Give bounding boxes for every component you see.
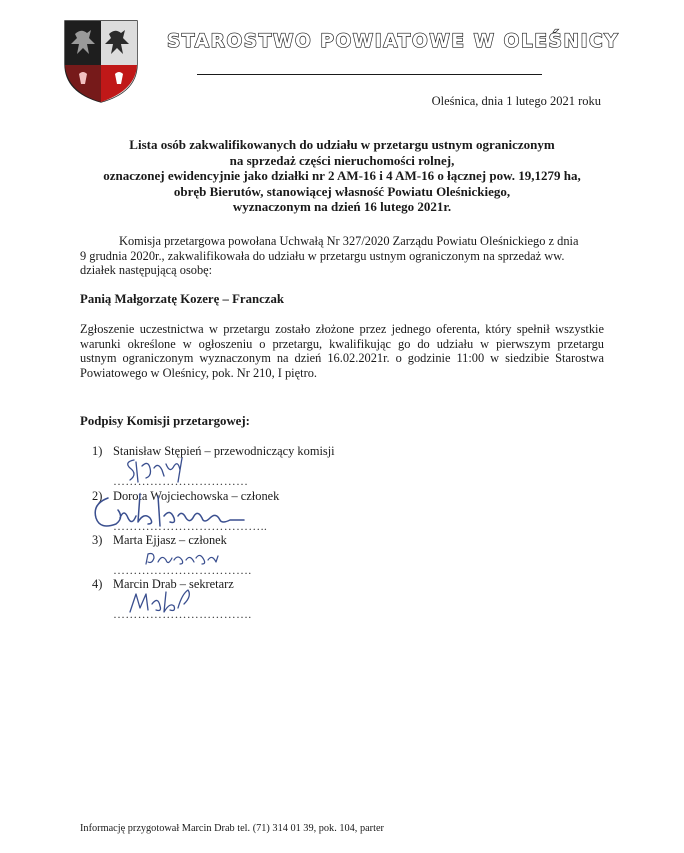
member-name: Dorota Wojciechowska – członek — [113, 489, 280, 503]
committee-member-3 — [92, 533, 227, 548]
organization-name: STAROSTWO POWIATOWE W OLEŚNICY — [167, 31, 620, 52]
member-number: 3) — [92, 533, 103, 547]
coat-of-arms-logo — [61, 18, 141, 104]
intro-paragraph — [80, 234, 604, 278]
member-name: Marta Ejjasz – członek — [113, 533, 227, 547]
signature-line-2: ……………………………….. — [113, 519, 268, 533]
member-name: Stanisław Stępień – przewodniczący komisji — [113, 444, 335, 458]
notice-line: warunki określone w ogłoszeniu o przetargu, kwalifikując go do udziału w pierwszym przetargu — [80, 336, 604, 351]
intro-line: działek następującą osobę: — [80, 263, 213, 278]
member-number: 4) — [92, 577, 103, 591]
document-date: Oleśnica, dnia 1 lutego 2021 roku — [431, 94, 601, 108]
notice-line: Powiatowego w Oleśnicy, pok. Nr 210, I piętro. — [80, 365, 317, 380]
title-line: na sprzedaż części nieruchomości rolnej, — [229, 152, 455, 168]
signatures-heading: Podpisy Komisji przetargowej: — [80, 414, 250, 428]
header-divider — [197, 74, 542, 75]
title-line: oznaczonej ewidencyjnie jako działki nr 2 AM-16 i 4 AM-16 o łącznej pow. 19,1279 ha, — [103, 168, 581, 183]
intro-line: 9 grudnia 2020r., zakwalifikowała do udziału w przetargu ustnym ograniczonym na sprzedaż ww. — [80, 248, 565, 263]
member-number: 2) — [92, 489, 103, 503]
notice-line: ustnym ograniczonym wyznaczonym na dzień 16.02.2021r. o godzinie 11:00 w siedzibie Starostwa — [80, 351, 604, 366]
member-number: 1) — [92, 444, 103, 458]
notice-paragraph — [80, 322, 604, 380]
signature-line-4: ……………………………. — [113, 607, 252, 621]
title-line: obręb Bierutów, stanowiącej własność Powiatu Oleśnickiego, — [173, 183, 511, 199]
prepared-by-footer: Informację przygotował Marcin Drab tel. (71) 314 01 39, pok. 104, parter — [80, 823, 384, 834]
signature-line-3: ……………………………. — [113, 563, 252, 577]
title-line: Lista osób zakwalifikowanych do udziału w przetargu ustnym ograniczonym — [129, 137, 555, 152]
signature-line-1: …………………………… — [113, 474, 249, 488]
qualified-person: Panią Małgorzatę Kozerę – Franczak — [80, 292, 284, 306]
title-line: wyznaczonym na dzień 16 lutego 2021r. — [232, 199, 452, 214]
document-title — [80, 137, 604, 215]
notice-line: Zgłoszenie uczestnictwa w przetargu zostało złożone przez jednego oferenta, który spełnił wszystkie — [80, 322, 604, 336]
intro-line: Komisja przetargowa powołana Uchwałą Nr 327/2020 Zarządu Powiatu Oleśnickiego z dnia — [119, 234, 579, 248]
member-name: Marcin Drab – sekretarz — [113, 577, 234, 591]
